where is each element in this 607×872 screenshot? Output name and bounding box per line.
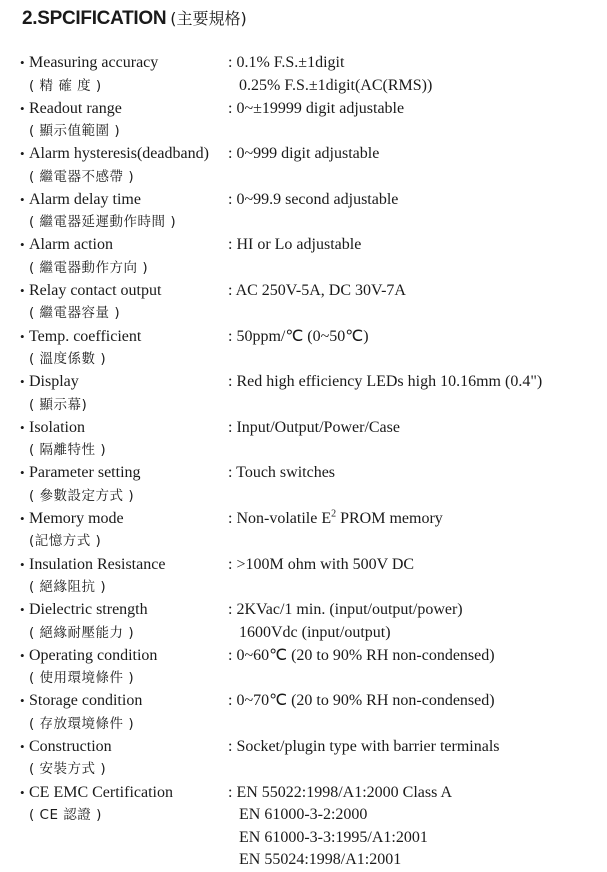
- section-title: 2.SPCIFICATION: [22, 8, 167, 29]
- spec-name-zh: ( 顯示幕): [29, 396, 88, 413]
- spec-row-display: [20, 371, 600, 416]
- bullet-icon: •: [20, 282, 25, 298]
- bullet-icon: •: [20, 465, 25, 481]
- bullet-icon: •: [20, 237, 25, 253]
- bullet-icon: •: [20, 55, 25, 70]
- spec-name-zh: ( 繼電器不感帶 ): [29, 168, 135, 185]
- spec-name-zh: ( 絕緣阻抗 ): [29, 579, 107, 596]
- spec-value: : EN 55022:1998/A1:2000 Class A: [228, 783, 453, 801]
- spec-name: Insulation Resistance: [29, 555, 166, 573]
- spec-name: Alarm delay time: [29, 190, 141, 208]
- spec-name-zh: ( 精 確 度 ): [29, 77, 102, 94]
- spec-value: : 2KVac/1 min. (input/output/power): [228, 601, 463, 619]
- spec-name: Temp. coefficient: [29, 327, 142, 345]
- bullet-icon: •: [20, 556, 25, 572]
- spec-row-alarm-hysteresis: [20, 143, 600, 188]
- spec-name: Parameter setting: [29, 464, 141, 482]
- spec-name-zh: (記憶方式 ): [29, 533, 102, 550]
- spec-value: : Socket/plugin type with barrier terminals: [228, 737, 500, 755]
- spec-row-isolation: [20, 417, 600, 462]
- section-subtitle: (主要規格): [170, 9, 247, 28]
- bullet-icon: •: [20, 374, 25, 390]
- spec-name: Alarm hysteresis(deadband): [29, 145, 209, 163]
- spec-value: : AC 250V-5A, DC 30V-7A: [228, 281, 406, 299]
- spec-row-ce-emc-certification: [20, 782, 600, 872]
- spec-name-zh: ( 繼電器動作方向 ): [29, 259, 149, 276]
- spec-name: Memory mode: [29, 509, 124, 527]
- spec-value: EN 61000-3-2:2000: [239, 806, 368, 823]
- spec-list: [20, 52, 600, 872]
- spec-row-operating-condition: [20, 645, 600, 690]
- spec-row-temp-coefficient: [20, 326, 600, 371]
- spec-value: 0.25% F.S.±1digit(AC(RMS)): [239, 76, 433, 94]
- spec-value: : 0.1% F.S.±1digit: [228, 54, 345, 71]
- spec-name: CE EMC Certification: [29, 783, 173, 801]
- spec-row-insulation-resistance: [20, 554, 600, 599]
- bullet-icon: •: [20, 647, 25, 663]
- spec-name-zh: ( 參數設定方式 ): [29, 487, 135, 504]
- bullet-icon: •: [20, 602, 25, 618]
- spec-name: Readout range: [29, 99, 122, 117]
- spec-value: : 0~70℃ (20 to 90% RH non-condensed): [228, 692, 495, 710]
- spec-row-dielectric-strength: [20, 599, 600, 644]
- spec-value: : Red high efficiency LEDs high 10.16mm (0.4"): [228, 373, 543, 391]
- spec-value: : 50ppm/℃ (0~50℃): [228, 327, 369, 345]
- spec-row-parameter-setting: [20, 462, 600, 507]
- spec-row-readout-range: [20, 98, 600, 143]
- spec-row-measuring-accuracy: [20, 52, 600, 97]
- spec-name-zh: ( 絕緣耐壓能力 ): [29, 624, 135, 641]
- spec-value: 1600Vdc (input/output): [239, 623, 391, 641]
- spec-row-relay-contact-output: [20, 280, 600, 325]
- spec-name-zh: ( 繼電器延遲動作時間 ): [29, 214, 177, 231]
- spec-name-zh: ( 繼電器容量 ): [29, 305, 121, 322]
- bullet-icon: •: [20, 191, 25, 207]
- bullet-icon: •: [20, 328, 25, 344]
- spec-value: : HI or Lo adjustable: [228, 236, 362, 254]
- spec-name-zh: ( 安裝方式 ): [29, 761, 107, 778]
- spec-value: : 0~999 digit adjustable: [228, 145, 380, 163]
- section-heading: [22, 6, 247, 30]
- spec-name-zh: ( CE 認證 ): [29, 807, 102, 823]
- spec-row-memory-mode: [20, 508, 600, 553]
- spec-name: Dielectric strength: [29, 601, 148, 619]
- spec-row-storage-condition: [20, 690, 600, 735]
- spec-value: : Input/Output/Power/Case: [228, 418, 400, 436]
- spec-name: Operating condition: [29, 646, 158, 664]
- spec-name: Measuring accuracy: [29, 54, 159, 71]
- spec-value: : Non-volatile $E^2$ PROM memory: [228, 508, 443, 527]
- spec-name: Isolation: [29, 418, 85, 436]
- bullet-icon: •: [20, 738, 25, 754]
- bullet-icon: •: [20, 693, 25, 709]
- spec-value: : 0~99.9 second adjustable: [228, 190, 399, 208]
- spec-name-zh: ( 存放環境條件 ): [29, 715, 135, 732]
- bullet-icon: •: [20, 146, 25, 162]
- spec-value: : Touch switches: [228, 464, 336, 482]
- bullet-icon: •: [20, 510, 25, 526]
- spec-value: : 0~60℃ (20 to 90% RH non-condensed): [228, 646, 495, 664]
- bullet-icon: •: [20, 419, 25, 435]
- bullet-icon: •: [20, 100, 25, 116]
- bullet-icon: •: [20, 784, 25, 800]
- spec-name-zh: ( 使用環境條件 ): [29, 670, 135, 687]
- spec-row-alarm-delay-time: [20, 189, 600, 234]
- spec-name: Alarm action: [29, 236, 113, 254]
- spec-name-zh: ( 顯示值範圍 ): [29, 123, 121, 140]
- spec-value: EN 61000-3-3:1995/A1:2001: [239, 828, 428, 846]
- spec-row-construction: [20, 736, 600, 781]
- spec-row-alarm-action: [20, 234, 600, 279]
- spec-name: Storage condition: [29, 692, 143, 710]
- spec-value: : 0~±19999 digit adjustable: [228, 99, 405, 117]
- spec-value: EN 55024:1998/A1:2001: [239, 851, 402, 868]
- spec-name: Relay contact output: [29, 281, 162, 299]
- spec-name-zh: ( 溫度係數 ): [29, 351, 107, 368]
- spec-name-zh: ( 隔離特性 ): [29, 442, 107, 459]
- superscript-2: 2: [331, 508, 337, 520]
- spec-name: Construction: [29, 737, 112, 755]
- spec-value: : >100M ohm with 500V DC: [228, 555, 415, 573]
- spec-name: Display: [29, 373, 79, 391]
